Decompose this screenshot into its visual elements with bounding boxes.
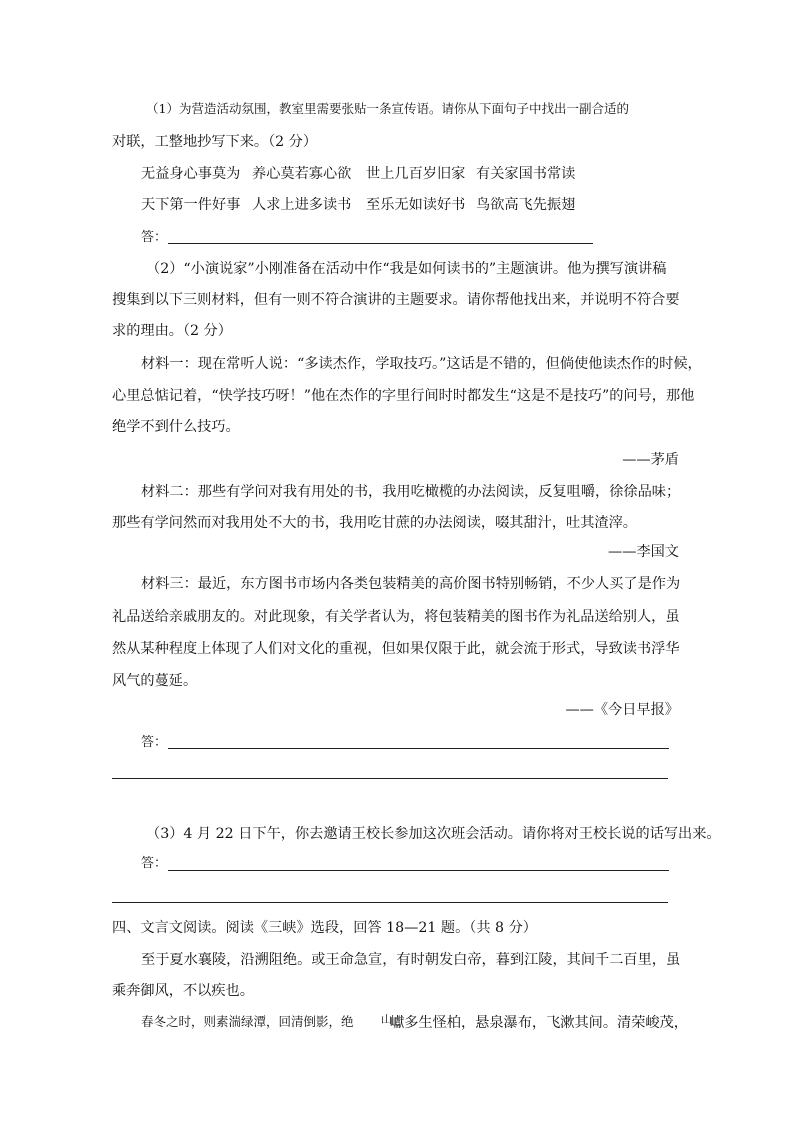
- classical-text-line-part-a: 春冬之时，则素湍绿潭，回清倒影，绝: [141, 1014, 354, 1029]
- q1-option: 有关家国书常读: [476, 166, 576, 182]
- material-2-line: 那些有学问然而对我用处不大的书，我用吃甘蔗的办法阅读，啜其甜汁，吐其渣滓。: [112, 515, 637, 531]
- section-4-heading: 四、文言文阅读。阅读《三峡》选段，回答 18—21 题。（共 8 分）: [112, 920, 537, 936]
- q2-answer-label: 答：: [141, 735, 168, 750]
- q1-option: 鸟欲高飞先振翅: [476, 197, 576, 213]
- q1-prompt-line2: 对联，工整地抄写下来。（2 分）: [112, 134, 318, 150]
- material-3-source: ——《今日早报》: [565, 702, 679, 718]
- material-1-line: 心里总惦记着，“快学技巧呀！”他在杰作的字里行间时时都发生“这是不是技巧”的问号，那他: [112, 388, 695, 404]
- q2-prompt-line1: （2）“小演说家”小刚准备在活动中作“我是如何读书的”主题演讲。他为撰写演讲稿: [146, 261, 667, 277]
- classical-text-line-part-b: 巘多生怪柏，悬泉瀑布，飞漱其间。清荣峻茂，: [390, 1015, 688, 1031]
- material-3-line: 风气的蔓延。: [112, 673, 198, 689]
- material-2-line: 材料二：那些有学问对我有用处的书，我用吃橄榄的办法阅读，反复咀嚼，徐徐品味；: [141, 484, 681, 500]
- material-2-source: ——李国文: [608, 544, 679, 560]
- q1-answer-label: 答：: [141, 230, 168, 245]
- q1-option: 世上几百岁旧家: [366, 166, 466, 182]
- q1-option: 至乐无如读好书: [366, 197, 466, 213]
- q1-prompt-line1: （1）为营造活动氛围，教室里需要张贴一条宣传语。请你从下面句子中找出一副合适的: [146, 101, 629, 116]
- material-3-line: 然从某种程度上体现了人们对文化的重视，但如果仅限于此，就会流于形式，导致读书浮华: [112, 641, 680, 657]
- classical-text-glyph: 山: [381, 1013, 392, 1026]
- classical-text-line: 乘奔御风，不以疾也。: [112, 983, 254, 999]
- q2-prompt-line3: 求的理由。（2 分）: [112, 323, 232, 339]
- q1-option: 人求上进多读书: [252, 197, 352, 213]
- q3-answer-label: 答：: [141, 856, 168, 871]
- q2-answer-line-1[interactable]: [168, 748, 669, 749]
- q2-prompt-line2: 搜集到以下三则材料，但有一则不符合演讲的主题要求。请你帮他找出来，并说明不符合要: [112, 292, 680, 308]
- material-3-line: 礼品送给亲戚朋友的。对此现象，有关学者认为，将包装精美的图书作为礼品送给别人，虽: [112, 609, 680, 625]
- material-1-line: 绝学不到什么技巧。: [112, 419, 240, 435]
- q3-answer-line-2[interactable]: [112, 902, 668, 903]
- q1-option: 无益身心事莫为: [141, 166, 241, 182]
- q3-answer-line-1[interactable]: [168, 870, 669, 871]
- material-1-line: 材料一：现在常听人说：“多读杰作，学取技巧。”这话是不错的，但倘使他读杰作的时候，: [141, 356, 702, 372]
- q1-option: 养心莫若寡心欲: [252, 166, 352, 182]
- q3-prompt: （3）4 月 22 日下午，你去邀请王校长参加这次班会活动。请你将对王校长说的话写出来。: [146, 826, 721, 842]
- q1-answer-line[interactable]: [168, 243, 593, 244]
- q1-option: 天下第一件好事: [141, 197, 241, 213]
- q2-answer-line-2[interactable]: [112, 778, 668, 779]
- material-3-line: 材料三：最近，东方图书市场内各类包装精美的高价图书特别畅销，不少人买了是作为: [141, 576, 681, 592]
- material-1-source: ——茅盾: [622, 452, 679, 468]
- classical-text-line: 至于夏水襄陵，沿溯阻绝。或王命急宣，有时朝发白帝，暮到江陵，其间千二百里，虽: [141, 952, 681, 968]
